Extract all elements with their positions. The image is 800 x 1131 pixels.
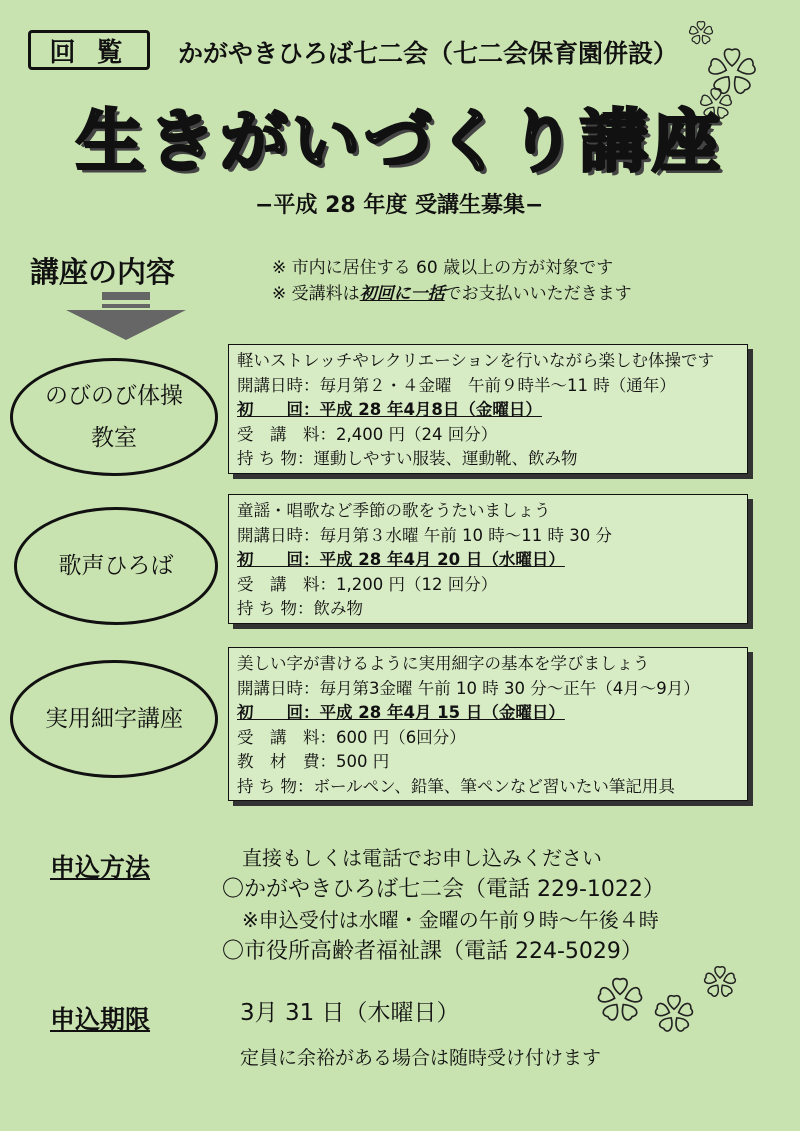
- note-line-1: ※ 市内に居住する 60 歳以上の方が対象です: [272, 258, 614, 278]
- course-schedule: 開講日時：毎月第２・４金曜 午前９時半～11 時（通年）: [237, 375, 676, 395]
- course-schedule: 開講日時：毎月第３水曜 午前 10 時～11 時 30 分: [237, 525, 612, 545]
- course-fee: 受 講 料：600 円（6回分）: [237, 727, 466, 747]
- course-name-oval: [10, 660, 218, 778]
- deadline-label: 申込期限: [50, 1005, 151, 1034]
- course-fee: 受 講 料：1,200 円（12 回分）: [237, 574, 498, 594]
- apply-method-details: [222, 843, 665, 967]
- course-items-to-bring: 持 ち 物：ボールペン、鉛筆、筆ペンなど習いたい筆記用具: [237, 776, 675, 796]
- course-name-oval: [14, 507, 218, 625]
- course-name: 歌声ひろば: [58, 553, 174, 579]
- sakura-flower-icon: [592, 972, 648, 1028]
- course-first-session: 初 回：平成 28 年4月 15 日（金曜日）: [237, 703, 565, 722]
- sakura-flower-icon: [700, 962, 740, 1002]
- section-heading: 講座の内容: [30, 255, 176, 289]
- course-detail-box: [228, 647, 748, 801]
- course-material-fee: 教 材 費：500 円: [237, 752, 390, 771]
- note-line-2-emphasis: 初回に一括: [359, 284, 445, 304]
- apply-line-1: 直接もしくは電話でお申し込みください: [242, 846, 602, 870]
- course-detail-box: [228, 494, 748, 624]
- course-items-to-bring: 持 ち 物：運動しやすい服装、運動靴、飲み物: [237, 449, 578, 468]
- subtitle: −平成 28 年度 受講生募集−: [255, 193, 544, 218]
- apply-line-2: 〇かがやきひろば七二会（電話 229-1022）: [222, 877, 665, 902]
- course-detail-box: [228, 344, 748, 474]
- note-line-2: [272, 281, 632, 307]
- kairan-badge: 回 覧: [28, 30, 150, 70]
- course-description: 軽いストレッチやレクリエーションを行いながら楽しむ体操です: [237, 351, 715, 370]
- apply-line-4: 〇市役所高齢者福祉課（電話 224-5029）: [222, 939, 643, 964]
- apply-line-3: ※申込受付は水曜・金曜の午前９時～午後４時: [242, 908, 659, 932]
- course-first-session: 初 回：平成 28 年4月8日（金曜日）: [237, 400, 542, 419]
- main-title: 生きがいづくり講座: [75, 103, 724, 182]
- deadline-date: 3月 31 日（木曜日）: [240, 1000, 460, 1026]
- course-fee: 受 講 料：2,400 円（24 回分）: [237, 424, 498, 444]
- note-line-2-post: でお支払いいただきます: [444, 284, 632, 304]
- organization-name: かがやきひろば七二会（七二会保育園併設）: [178, 39, 679, 68]
- sakura-flower-icon: [650, 990, 698, 1038]
- course-name: 実用細字講座: [45, 706, 183, 732]
- course-schedule: 開講日時：毎月第3金曜 午前 10 時 30 分～正午（4月～9月）: [237, 678, 700, 698]
- course-items-to-bring: 持 ち 物：飲み物: [237, 599, 363, 618]
- note-line-2-pre: ※ 受講料は: [272, 284, 360, 304]
- course-name-oval: [10, 358, 218, 476]
- course-description: 美しい字が書けるように実用細字の基本を学びましょう: [237, 654, 650, 673]
- course-name: のびのび体操: [45, 383, 183, 409]
- deadline-note: 定員に余裕がある場合は随時受け付けます: [240, 1047, 602, 1069]
- course-description: 童謡・唱歌など季節の歌をうたいましょう: [237, 501, 551, 520]
- down-arrow-icon: [66, 292, 186, 340]
- course-name-line2: 教室: [91, 425, 137, 451]
- apply-method-label: 申込方法: [50, 853, 151, 882]
- course-first-session: 初 回：平成 28 年4月 20 日（水曜日）: [237, 550, 565, 569]
- eligibility-notes: [272, 255, 632, 307]
